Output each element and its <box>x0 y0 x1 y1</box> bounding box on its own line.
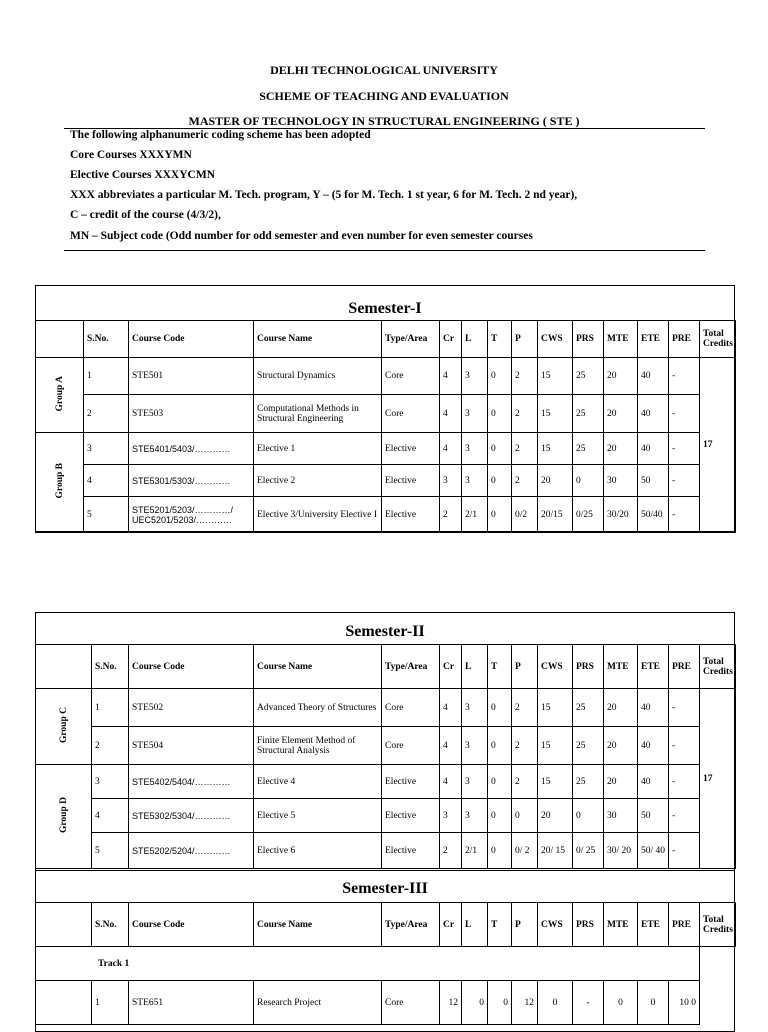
table-row <box>36 497 736 533</box>
sno: 5 <box>84 497 129 533</box>
track-label: Track 1 <box>36 947 700 981</box>
cr: 3 <box>440 465 462 497</box>
cws: 15 <box>538 395 573 433</box>
col-t: T <box>488 903 512 947</box>
mte: 20 <box>604 689 638 727</box>
p: 2 <box>512 689 538 727</box>
semester-1-table <box>35 320 736 533</box>
mte: 20 <box>604 727 638 765</box>
type: Core <box>382 689 440 727</box>
ete: 40 <box>638 358 669 395</box>
cr: 12 <box>440 981 462 1025</box>
p: 2 <box>512 727 538 765</box>
ete: 40 <box>638 765 669 799</box>
l: 0 <box>462 981 488 1025</box>
p: 0/ 2 <box>512 833 538 869</box>
course-name: Elective 5 <box>254 799 382 833</box>
t: 0 <box>488 689 512 727</box>
t: 0 <box>488 395 512 433</box>
t: 0 <box>488 765 512 799</box>
course-code: STE504 <box>129 727 254 765</box>
prs: 0/ 25 <box>573 833 604 869</box>
l: 2/1 <box>462 833 488 869</box>
t: 0 <box>488 465 512 497</box>
cws: 15 <box>538 765 573 799</box>
group-label: Group B <box>54 463 65 499</box>
course-name: Structural Dynamics <box>254 358 382 395</box>
cws: 20/15 <box>538 497 573 533</box>
course-code: STE501 <box>129 358 254 395</box>
col-pre: PRE <box>669 321 700 358</box>
col-l: L <box>462 903 488 947</box>
col-p: P <box>512 321 538 358</box>
col-ete: ETE <box>638 903 669 947</box>
header-row <box>36 321 736 358</box>
ete: 0 <box>638 981 669 1025</box>
header-row <box>36 645 736 689</box>
col-t: T <box>488 321 512 358</box>
university-title: DELHI TECHNOLOGICAL UNIVERSITY <box>270 63 498 77</box>
table-row <box>36 689 736 727</box>
type: Elective <box>382 465 440 497</box>
course-code: STE5301/5303/………… <box>129 465 254 497</box>
pre: 10 0 <box>669 981 700 1025</box>
group-label: Group C <box>58 707 69 743</box>
ete: 40 <box>638 395 669 433</box>
type: Elective <box>382 833 440 869</box>
course-code: STE5201/5203/…………/ UEC5201/5203/………… <box>129 497 254 533</box>
course-name: Elective 4 <box>254 765 382 799</box>
intro-line: Elective Courses XXXYCMN <box>70 169 215 181</box>
col-course-name: Course Name <box>254 645 382 689</box>
col-course-code: Course Code <box>129 645 254 689</box>
prs: 0 <box>573 465 604 497</box>
course-code: STE5202/5204/………… <box>129 833 254 869</box>
col-cws: CWS <box>538 903 573 947</box>
sno: 3 <box>84 433 129 465</box>
group-label-cell <box>36 765 92 869</box>
course-code: STE5402/5404/………… <box>129 765 254 799</box>
semester-2-table <box>35 644 736 869</box>
semester-1-title: Semester-I <box>348 300 422 317</box>
pre: - <box>669 465 700 497</box>
cr: 4 <box>440 727 462 765</box>
cr: 4 <box>440 689 462 727</box>
ete: 50 <box>638 799 669 833</box>
col-type: Type/Area <box>382 645 440 689</box>
mte: 20 <box>604 433 638 465</box>
col-type: Type/Area <box>382 903 440 947</box>
group-label: Group D <box>58 797 69 833</box>
prs: 0 <box>573 799 604 833</box>
group-label-cell <box>36 689 92 765</box>
prs: - <box>573 981 604 1025</box>
mte: 20 <box>604 358 638 395</box>
semester-2-title: Semester-II <box>345 623 425 640</box>
col-mte: MTE <box>604 903 638 947</box>
cr: 4 <box>440 765 462 799</box>
bottom-rule <box>64 250 705 251</box>
table-row <box>36 833 736 869</box>
table-row <box>36 799 736 833</box>
sno: 1 <box>92 689 129 727</box>
intro-line: XXX abbreviates a particular M. Tech. program, Y – (5 for M. Tech. 1 st year, 6 for M. Tech. 2 nd year), <box>70 189 578 201</box>
table-row <box>36 433 736 465</box>
col-course-code: Course Code <box>129 321 254 358</box>
sno: 3 <box>92 765 129 799</box>
l: 3 <box>462 395 488 433</box>
col-l: L <box>462 321 488 358</box>
header-row <box>36 903 736 947</box>
pre: - <box>669 765 700 799</box>
cws: 20 <box>538 465 573 497</box>
col-pre: PRE <box>669 903 700 947</box>
semester-3-title: Semester-III <box>342 880 428 897</box>
prs: 25 <box>573 433 604 465</box>
cr: 2 <box>440 497 462 533</box>
type: Elective <box>382 497 440 533</box>
t: 0 <box>488 433 512 465</box>
l: 3 <box>462 358 488 395</box>
col-prs: PRS <box>573 903 604 947</box>
l: 3 <box>462 689 488 727</box>
table-row <box>36 981 736 1025</box>
ete: 40 <box>638 727 669 765</box>
p: 2 <box>512 395 538 433</box>
mte: 30 <box>604 799 638 833</box>
total-credits: 17 <box>700 689 736 869</box>
p: 0 <box>512 799 538 833</box>
col-mte: MTE <box>604 645 638 689</box>
t: 0 <box>488 727 512 765</box>
col-sno: S.No. <box>92 645 129 689</box>
sno: 1 <box>84 358 129 395</box>
sno: 1 <box>92 981 129 1025</box>
mte: 30/ 20 <box>604 833 638 869</box>
cws: 20/ 15 <box>538 833 573 869</box>
prs: 25 <box>573 689 604 727</box>
cws: 20 <box>538 799 573 833</box>
type: Elective <box>382 765 440 799</box>
col-cws: CWS <box>538 321 573 358</box>
course-name: Finite Element Method of Structural Analysis <box>254 727 382 765</box>
mte: 30/20 <box>604 497 638 533</box>
table-row <box>36 727 736 765</box>
type: Elective <box>382 433 440 465</box>
program-title: MASTER OF TECHNOLOGY IN STRUCTURAL ENGINEERING ( STE ) <box>188 114 580 128</box>
sno: 4 <box>92 799 129 833</box>
ete: 50/40 <box>638 497 669 533</box>
course-name: Research Project <box>254 981 382 1025</box>
col-course-name: Course Name <box>254 321 382 358</box>
pre: - <box>669 395 700 433</box>
intro-line: The following alphanumeric coding scheme has been adopted <box>70 129 371 141</box>
course-code: STE651 <box>129 981 254 1025</box>
l: 3 <box>462 799 488 833</box>
l: 3 <box>462 727 488 765</box>
t: 0 <box>488 981 512 1025</box>
t: 0 <box>488 799 512 833</box>
course-name: Advanced Theory of Structures <box>254 689 382 727</box>
col-sno: S.No. <box>92 903 129 947</box>
col-prs: PRS <box>573 645 604 689</box>
cws: 15 <box>538 689 573 727</box>
cr: 4 <box>440 358 462 395</box>
prs: 25 <box>573 395 604 433</box>
l: 3 <box>462 433 488 465</box>
t: 0 <box>488 358 512 395</box>
p: 0/2 <box>512 497 538 533</box>
course-code: STE5302/5304/………… <box>129 799 254 833</box>
mte: 20 <box>604 765 638 799</box>
cws: 15 <box>538 433 573 465</box>
group-label-cell <box>36 433 84 533</box>
group-label: Group A <box>54 375 65 412</box>
col-course-code: Course Code <box>129 903 254 947</box>
col-course-name: Course Name <box>254 903 382 947</box>
scheme-title: SCHEME OF TEACHING AND EVALUATION <box>259 89 509 103</box>
col-cr: Cr <box>440 321 462 358</box>
group-label-cell <box>36 358 84 433</box>
p: 2 <box>512 465 538 497</box>
pre: - <box>669 833 700 869</box>
sno: 2 <box>84 395 129 433</box>
course-name: Elective 3/University Elective I <box>254 497 382 533</box>
col-total-credits: Total Credits <box>700 321 736 358</box>
ete: 40 <box>638 689 669 727</box>
course-name: Elective 2 <box>254 465 382 497</box>
p: 2 <box>512 765 538 799</box>
p: 2 <box>512 433 538 465</box>
type: Elective <box>382 799 440 833</box>
cws: 15 <box>538 358 573 395</box>
course-code: STE502 <box>129 689 254 727</box>
col-sno: S.No. <box>84 321 129 358</box>
col-cr: Cr <box>440 645 462 689</box>
intro-line: C – credit of the course (4/3/2), <box>70 209 221 221</box>
mte: 30 <box>604 465 638 497</box>
col-p: P <box>512 645 538 689</box>
prs: 25 <box>573 358 604 395</box>
prs: 25 <box>573 727 604 765</box>
col-cr: Cr <box>440 903 462 947</box>
course-code: STE503 <box>129 395 254 433</box>
t: 0 <box>488 833 512 869</box>
l: 3 <box>462 765 488 799</box>
sno: 5 <box>92 833 129 869</box>
pre: - <box>669 433 700 465</box>
table-row <box>36 465 736 497</box>
cr: 3 <box>440 799 462 833</box>
course-code: STE5401/5403/………… <box>129 433 254 465</box>
table-row <box>36 358 736 395</box>
cr: 4 <box>440 395 462 433</box>
sno: 2 <box>92 727 129 765</box>
type: Core <box>382 727 440 765</box>
cws: 15 <box>538 727 573 765</box>
t: 0 <box>488 497 512 533</box>
col-cws: CWS <box>538 645 573 689</box>
cr: 2 <box>440 833 462 869</box>
col-l: L <box>462 645 488 689</box>
col-ete: ETE <box>638 645 669 689</box>
col-p: P <box>512 903 538 947</box>
intro-line: Core Courses XXXYMN <box>70 149 192 161</box>
type: Core <box>382 981 440 1025</box>
prs: 25 <box>573 765 604 799</box>
pre: - <box>669 497 700 533</box>
cws: 0 <box>538 981 573 1025</box>
col-mte: MTE <box>604 321 638 358</box>
col-pre: PRE <box>669 645 700 689</box>
p: 2 <box>512 358 538 395</box>
course-name: Elective 6 <box>254 833 382 869</box>
p: 12 <box>512 981 538 1025</box>
table-row <box>36 765 736 799</box>
table-row <box>36 395 736 433</box>
col-ete: ETE <box>638 321 669 358</box>
l: 2/1 <box>462 497 488 533</box>
pre: - <box>669 799 700 833</box>
semester-3-table <box>35 902 736 1025</box>
pre: - <box>669 727 700 765</box>
pre: - <box>669 358 700 395</box>
prs: 0/25 <box>573 497 604 533</box>
track-row <box>36 947 736 981</box>
intro-line: MN – Subject code (Odd number for odd semester and even number for even semester courses <box>70 230 533 242</box>
semester-3-header <box>35 870 735 903</box>
ete: 50 <box>638 465 669 497</box>
ete: 50/ 40 <box>638 833 669 869</box>
ete: 40 <box>638 433 669 465</box>
col-t: T <box>488 645 512 689</box>
sno: 4 <box>84 465 129 497</box>
pre: - <box>669 689 700 727</box>
col-total-credits: Total Credits <box>700 903 736 947</box>
col-type: Type/Area <box>382 321 440 358</box>
course-name: Computational Methods in Structural Engineering <box>254 395 382 433</box>
col-prs: PRS <box>573 321 604 358</box>
l: 3 <box>462 465 488 497</box>
course-name: Elective 1 <box>254 433 382 465</box>
type: Core <box>382 358 440 395</box>
type: Core <box>382 395 440 433</box>
cr: 4 <box>440 433 462 465</box>
mte: 20 <box>604 395 638 433</box>
mte: 0 <box>604 981 638 1025</box>
total-credits: 17 <box>700 358 736 533</box>
col-total-credits: Total Credits <box>700 645 736 689</box>
